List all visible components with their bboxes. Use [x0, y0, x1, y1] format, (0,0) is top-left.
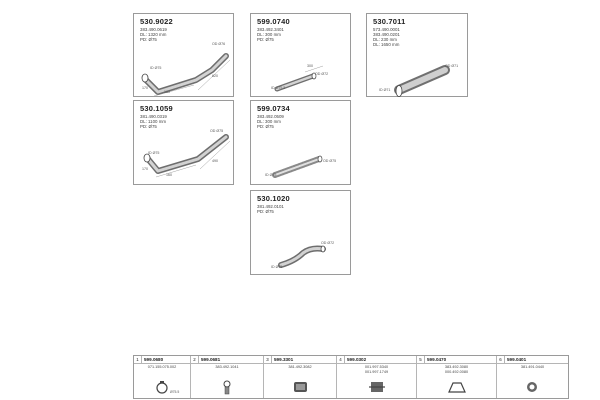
cell-header [191, 356, 263, 364]
part-number: 530.1059 [140, 104, 173, 113]
cell-dim: Ø75.5 [170, 390, 180, 394]
spec-length: DL: 1100 mm [140, 119, 167, 124]
spec-length: DL: 300 mm [257, 119, 281, 124]
cell-header [264, 356, 336, 364]
cell-index: 1 [134, 356, 142, 363]
bracket-icon [337, 378, 417, 396]
part-number: 599.0734 [257, 104, 290, 113]
cell-index: 2 [191, 356, 199, 363]
cell-part-number: 599.0302 [347, 357, 367, 362]
spec-length: DL: 1320 mm [140, 32, 167, 37]
cell-oem: 383.492.3080 [444, 365, 469, 369]
cell-oem: 383.492.1041 [215, 365, 239, 369]
cell-oem-2: 001.997.1749 [364, 370, 389, 374]
accessory-cell[interactable] [264, 356, 337, 398]
cell-header [134, 356, 190, 364]
spec-diameter: DL: 230 mm [373, 37, 397, 42]
dim-id: ID Ø75 [271, 265, 283, 269]
oem-number: 383.492.0509 [257, 114, 284, 119]
dim-c: 620 [212, 74, 218, 78]
cell-oem: 381.491.0440 [520, 365, 545, 369]
oem-number: 383.490.0619 [140, 27, 167, 32]
cell-part-number: 599.0680 [144, 357, 164, 362]
bent-pipe-drawing [134, 101, 235, 186]
cell-part-number: 599.3301 [274, 357, 294, 362]
spec-diameter: PD: Ø75 [257, 124, 274, 129]
dim-od: OD Ø72 [321, 241, 335, 245]
cell-oem: 381.492.3082 [288, 365, 312, 369]
cell-index: 4 [337, 356, 345, 363]
dim-od: OD Ø72 [315, 72, 329, 76]
part-number: 599.0740 [257, 17, 290, 26]
cell-part-number: 599.0470 [427, 357, 447, 362]
part-number: 530.9022 [140, 17, 173, 26]
dim-od: OD Ø76 [212, 42, 226, 46]
part-card-599-0734[interactable] [250, 100, 351, 185]
dim-b: 160 [166, 173, 172, 177]
oem-number: 381.492.0101 [257, 204, 284, 209]
dim-id: ID Ø75 [265, 173, 277, 177]
cell-index: 6 [497, 356, 505, 363]
accessory-cell[interactable] [417, 356, 497, 398]
part-number: 530.7011 [373, 17, 406, 26]
cell-oem-2: 000.492.0080 [444, 370, 469, 374]
dim-id: ID Ø75.5 [271, 86, 286, 90]
cell-part-number: 599.0681 [201, 357, 221, 362]
dim-id: ID Ø75 [150, 66, 162, 70]
spec-length: DL: 300 mm [257, 32, 281, 37]
oem-number: 381.490.0319 [140, 114, 167, 119]
clamp-ring-icon [134, 378, 191, 396]
dim-a: 170 [142, 86, 148, 90]
accessory-cell[interactable] [134, 356, 191, 398]
spec-length: DL: 1650 mm [373, 42, 400, 47]
part-card-599-0740[interactable] [250, 13, 351, 97]
cell-oem: 071.155.075.002 [147, 365, 177, 369]
spec-diameter: PD: Ø75 [140, 37, 157, 42]
dim-a: 170 [142, 167, 148, 171]
curved-pipe-drawing [251, 191, 352, 276]
straight-pipe-drawing [251, 14, 352, 98]
cell-header [337, 356, 416, 364]
hanger-icon [191, 378, 264, 396]
tube-drawing [367, 14, 469, 98]
dim-c: 490 [212, 159, 218, 163]
cell-oem: 001.997.5340 [364, 365, 389, 369]
cell-header [417, 356, 496, 364]
part-card-530-7011[interactable] [366, 13, 468, 97]
gasket-icon [497, 378, 568, 396]
dim-od: OD Ø71 [445, 64, 459, 68]
accessory-cell[interactable] [497, 356, 568, 398]
spec-diameter: PD: Ø75 [257, 37, 274, 42]
oem-number: 573.490.0001 [373, 27, 400, 32]
cell-index: 3 [264, 356, 272, 363]
dim-id: ID Ø75 [148, 151, 160, 155]
spec-diameter: PD: Ø75 [257, 209, 274, 214]
accessories-strip [133, 355, 569, 399]
part-number: 530.1020 [257, 194, 290, 203]
sleeve-icon [264, 378, 337, 396]
dim-b: 180 [164, 90, 170, 94]
accessory-cell[interactable] [191, 356, 264, 398]
dim-id: ID Ø71 [379, 88, 391, 92]
part-card-530-1020[interactable] [250, 190, 351, 275]
dim-od: OD Ø75 [210, 129, 224, 133]
cell-index: 5 [417, 356, 425, 363]
part-card-530-9022[interactable] [133, 13, 234, 97]
dim-od: OD Ø75 [323, 159, 337, 163]
cell-part-number: 599.0401 [507, 357, 527, 362]
dim-length: 300 [307, 64, 313, 68]
accessory-cell[interactable] [337, 356, 417, 398]
bent-pipe-drawing [134, 14, 235, 98]
part-card-530-1059[interactable] [133, 100, 234, 185]
u-bolt-icon [417, 378, 497, 396]
oem-number: 383.492.3401 [257, 27, 284, 32]
cell-header [497, 356, 568, 364]
spec-diameter: PD: Ø75 [140, 124, 157, 129]
oem-number-2: 383.490.0201 [373, 32, 400, 37]
